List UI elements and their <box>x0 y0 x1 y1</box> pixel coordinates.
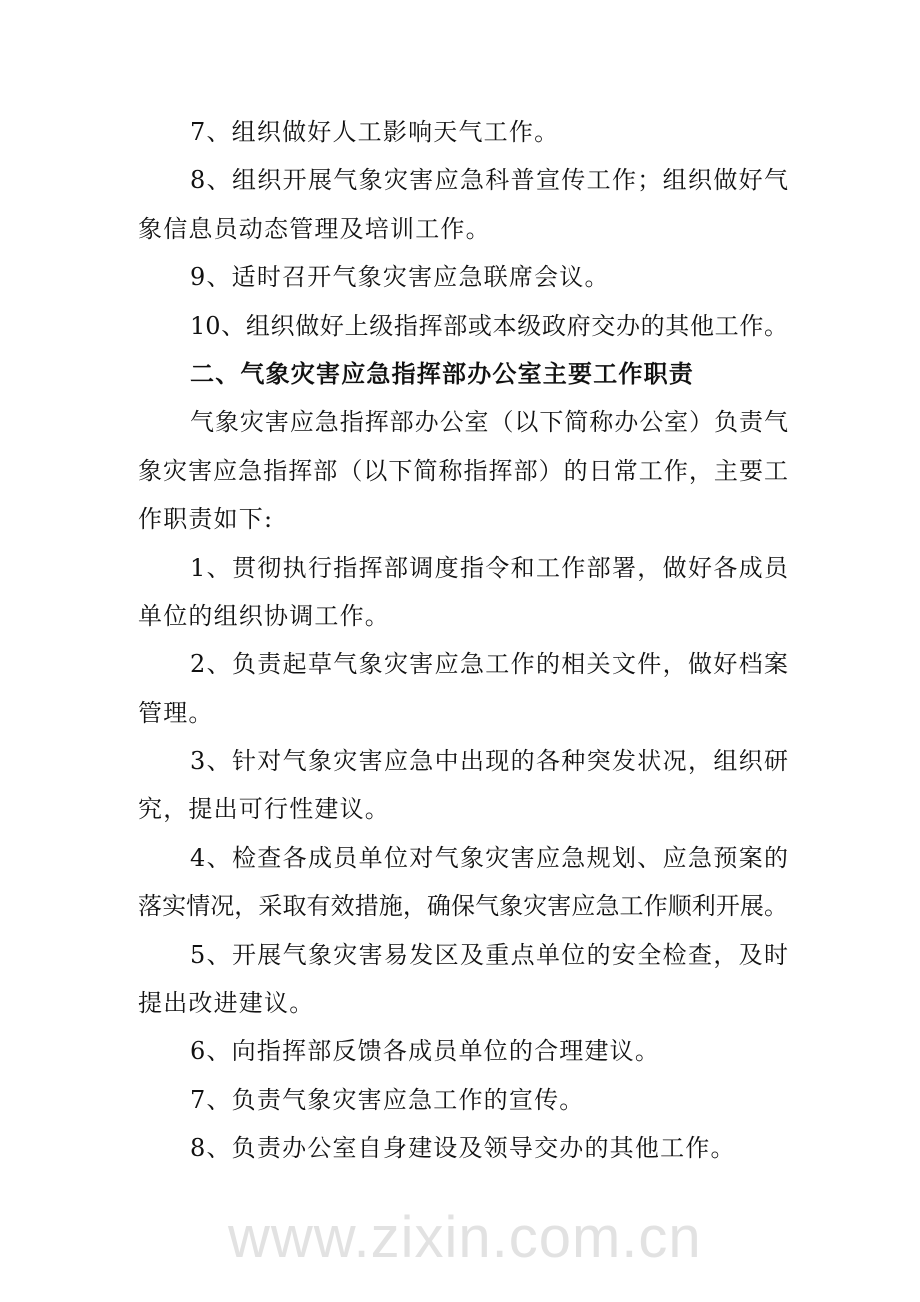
paragraph <box>138 156 788 253</box>
watermark: www.zixin.com.cn <box>228 1205 702 1270</box>
text-line: 象信息员动态管理及培训工作。 <box>138 214 491 243</box>
paragraph <box>138 1027 788 1075</box>
paragraph <box>138 834 788 931</box>
text-line: 10、组织做好上级指挥部或本级政府交办的其他工作。 <box>190 311 788 340</box>
text-line: 作职责如下: <box>138 505 274 534</box>
text-line: 3、针对气象灾害应急中出现的各种突发状况，组织研 <box>190 747 788 776</box>
paragraph <box>138 544 788 641</box>
document-body <box>138 108 788 1173</box>
text-line: 8、组织开展气象灾害应急科普宣传工作；组织做好气 <box>190 166 788 195</box>
text-line: 4、检查各成员单位对气象灾害应急规划、应急预案的 <box>190 843 788 872</box>
text-line: 7、负责气象灾害应急工作的宣传。 <box>190 1085 585 1114</box>
paragraph <box>138 398 788 543</box>
paragraph <box>138 1076 788 1124</box>
text-line: 提出改进建议。 <box>138 989 315 1018</box>
text-line: 6、向指挥部反馈各成员单位的合理建议。 <box>190 1037 661 1066</box>
text-line: 2、负责起草气象灾害应急工作的相关文件，做好档案 <box>190 650 788 679</box>
paragraph <box>138 302 788 350</box>
text-line: 5、开展气象灾害易发区及重点单位的安全检查，及时 <box>190 940 788 969</box>
paragraph <box>138 1124 788 1172</box>
text-line: 落实情况，采取有效措施，确保气象灾害应急工作顺利开展。 <box>138 892 788 921</box>
text-line: 气象灾害应急指挥部办公室（以下简称办公室）负责气 <box>190 408 788 437</box>
paragraph <box>138 640 788 737</box>
text-line: 8、负责办公室自身建设及领导交办的其他工作。 <box>190 1134 736 1163</box>
section-heading <box>138 350 788 398</box>
paragraph <box>138 931 788 1028</box>
text-line: 管理。 <box>138 698 214 727</box>
text-line: 二、气象灾害应急指挥部办公室主要工作职责 <box>190 359 694 388</box>
text-line: 单位的组织协调工作。 <box>138 601 390 630</box>
text-line: 究，提出可行性建议。 <box>138 795 390 824</box>
text-line: 1、贯彻执行指挥部调度指令和工作部署，做好各成员 <box>190 553 788 582</box>
text-line: 9、适时召开气象灾害应急联席会议。 <box>190 263 610 292</box>
paragraph <box>138 253 788 301</box>
paragraph <box>138 108 788 156</box>
paragraph <box>138 737 788 834</box>
text-line: 7、组织做好人工影响天气工作。 <box>190 118 560 146</box>
text-line: 象灾害应急指挥部（以下简称指挥部）的日常工作，主要工 <box>138 456 788 485</box>
